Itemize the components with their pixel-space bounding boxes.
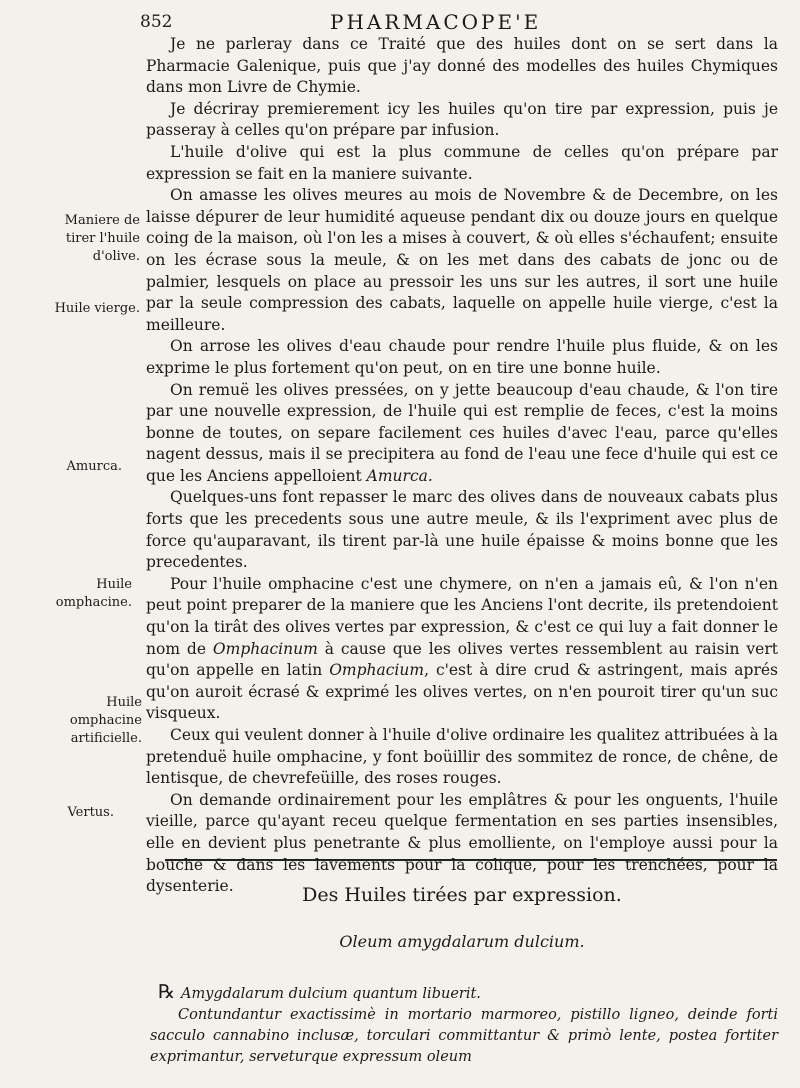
body-text <box>146 34 778 898</box>
running-title: PHARMACOPE'E <box>330 10 542 34</box>
paragraph-omphacine <box>146 574 778 725</box>
paragraph-artificial: Ceux qui veulent donner à l'huile d'olive ordinaire les qualitez attribuées à la pretenduë huile omphacine, y font boüillir des sommitez de ronce, de chêne, de lentisque, de chevrefeüille, des roses rouges. <box>146 726 778 788</box>
margin-notes <box>0 0 150 1088</box>
margin-note-virtues: Vertus. <box>67 805 114 820</box>
omphacium-term: Omphacium <box>329 661 425 680</box>
paragraph-repress: Quelques-uns font repasser le marc des olives dans de nouveaux cabats plus forts que les precedents sous une autre meule, & ils l'expriment avec plus de force qu'auparavant, ils tirent par-là une huile épaisse & moins bonne que les precedentes. <box>146 488 778 572</box>
paragraph-hot-water: On arrose les olives d'eau chaude pour rendre l'huile plus fluide, & on les exprime le plus fortement qu'on peut, on en tire une bonne huile. <box>146 337 778 377</box>
paragraph-order: Je décriray premierement icy les huiles qu'on tire par expression, puis je passeray à celles qu'on prépare par infusion. <box>146 99 778 140</box>
paragraph-intro: Je ne parleray dans ce Traité que des huiles dont on se sert dans la Pharmacie Galenique, puis que j'ay donné des modelles des huiles Chymiques dans mon Livre de Chymie. <box>146 35 778 97</box>
paragraph-virtues: On demande ordinairement pour les emplâtres & pour les onguents, l'huile vieille, parce qu'ayant receu quelque fermentation en ses parties insensibles, elle en devient plus penetrante & plus emolliente, on l'employe aussi pour la bouche & dans les lavements pour la colique, pour les trenchées, pour la dysenterie. <box>146 790 778 896</box>
omphacinum-term: Omphacinum <box>212 639 318 658</box>
section-divider <box>165 859 777 861</box>
section-title: Des Huiles tirées par expression. <box>302 884 622 906</box>
margin-note-artificial-omphacine: Huile omphacine artificielle. <box>69 695 142 746</box>
omphacine-text-2: à cause que les olives vertes ressemblent au raisin vert qu'on appelle en latin <box>146 639 778 680</box>
recipe-sign-icon: ℞ <box>158 981 176 1003</box>
recipe-ingredient-text: Amygdalarum dulcium quantum libuerit. <box>181 986 481 1002</box>
section-subtitle: Oleum amygdalarum dulcium. <box>339 932 585 951</box>
pressed-olives-text: On remuë les olives pressées, on y jette beaucoup d'eau chaude, & l'on tire par une nouvelle expression, de l'huile qui est remplie de feces, c'est la moins bonne de toutes, on separe facilement ces huiles d'avec l'eau, parce qu'elles nagent dessus, mais il se precipitera au fond de l'eau une fece d'huile qui est ce que les Anciens appelloient <box>146 380 778 485</box>
omphacine-text-1: Pour l'huile omphacine c'est une chymere, on n'en a jamais eû, & l'on n'en peut point preparer de la maniere que les Anciens l'ont decrite, ils pretendoient qu'on la tirât des olives vertes par expression, & c'est ce qui luy a fait donner le nom de <box>146 574 778 658</box>
margin-note-amurca: Amurca. <box>66 459 122 474</box>
margin-note-olive-method: Maniere de tirer l'huile d'olive. <box>64 213 140 264</box>
margin-note-virgin-oil: Huile vierge. <box>54 301 140 316</box>
recipe <box>150 982 778 1068</box>
paragraph-olive-oil: L'huile d'olive qui est la plus commune de celles qu'on prépare par expression se fait en la maniere suivante. <box>146 142 778 183</box>
page-number: 852 <box>140 12 173 32</box>
recipe-ingredient <box>150 982 778 1005</box>
omphacine-text-3: , c'est à dire crud & astringent, mais aprés qu'on auroit écrasé & exprimé les olives vertes, on n'en pouroit tirer qu'un suc visqueux. <box>146 661 778 723</box>
paragraph-pressed-olives <box>146 380 778 488</box>
margin-note-omphacine: Huile omphacine. <box>55 577 132 610</box>
paragraph-harvest: On amasse les olives meures au mois de Novembre & de Decembre, on les laisse dépurer de leur humidité aqueuse pendant dix ou douze jours en quelque coing de la maison, où l'on les a mises à couvert, & où elles s'échaufent; ensuite on les écrase sous la meule, & on les met dans des cabats de jonc ou de palmier, lesquels on place au pressoir les uns sur les autres, il sort une huile par la seule compression des cabats, laquelle on appelle huile vierge, c'est la meilleure. <box>146 186 778 334</box>
recipe-instructions: Contundantur exactissimè in mortario marmoreo, pistillo ligneo, deinde forti sacculo cannabino inclusæ, torculari committantur & primò lente, postea fortiter exprimantur, serveturque expressum oleum <box>150 1007 778 1065</box>
amurca-term: Amurca. <box>366 466 433 485</box>
